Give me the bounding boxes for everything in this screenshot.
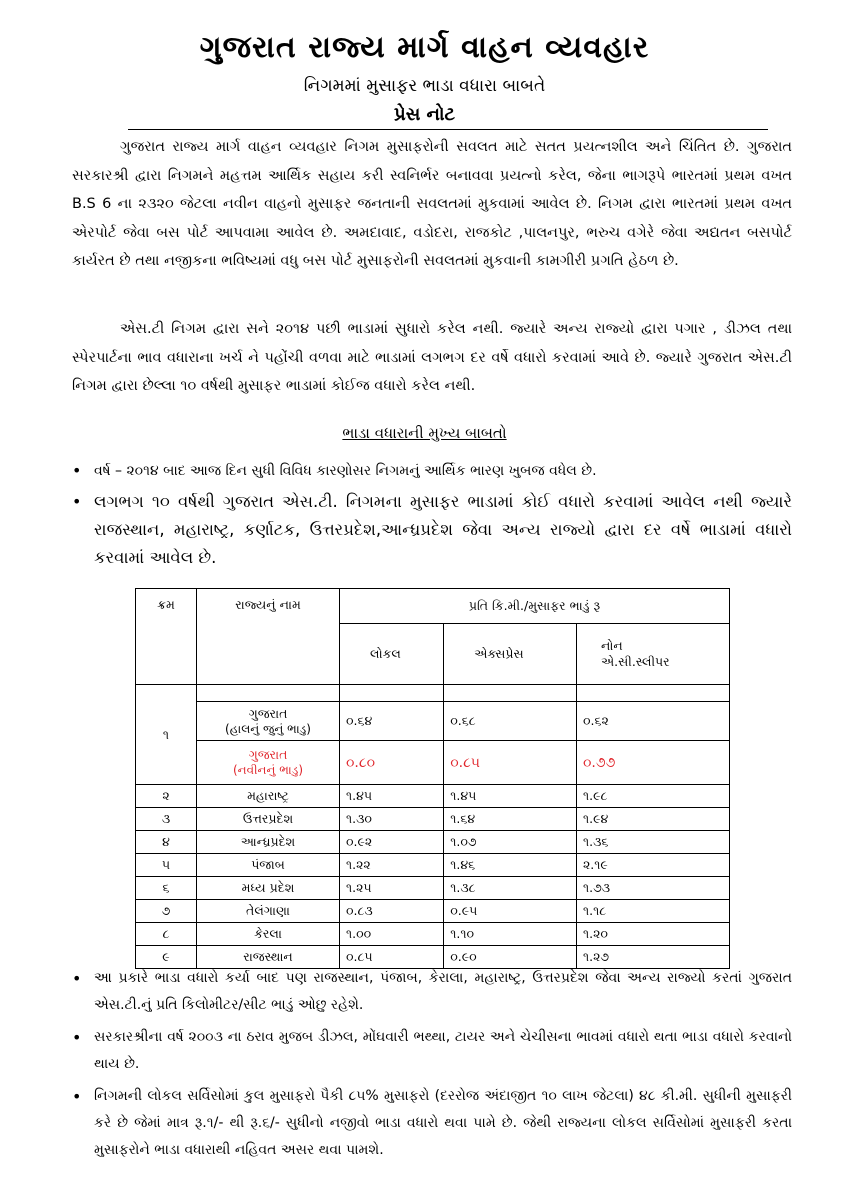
conclusion-list (72, 965, 792, 1169)
fare-comparison-table (135, 588, 730, 969)
table-cell-express: ૦.૬૮ (444, 702, 577, 741)
conclusion-point: • નિગમની લોકલ સર્વિસોમાં કુલ મુસાફરો પૈકી ૮૫% મુસાફરો (દરરોજ અંદાજીત ૧૦ લાખ જેટલા) ૪૮ કી.મી. સુધીની મુસાફરી કરે છે જેમાં માત્ર રૂ.૧/- થી રૂ.૬/- સુધીનો નજીવો ભાડા વધારો થવા પામે છે. જેથી રાજ્યના લોકલ સર્વિસોમાં મુસાફરી કરતા મુસાફરોને ભાડા વધારાથી નહિવત અસર થવા પામશે. (72, 1083, 792, 1164)
document-subtitle: નિગમમાં મુસાફર ભાડા વધારા બાબતે (303, 76, 546, 96)
table-cell-local: ૦.૬૪ (340, 702, 444, 741)
col-header-fare-group: પ્રતિ કિ.મી./મુસાફર ભાડું રૂ (340, 589, 730, 624)
table-cell-non-ac: ૦.૬૨ (576, 702, 729, 741)
key-points-list (72, 458, 792, 572)
table-cell-state: ગુજરાત (હાલનું જુનું ભાડુ) (197, 702, 340, 741)
title-divider (128, 129, 768, 130)
col-header-local: લોકલ (340, 624, 444, 685)
col-header-express: એક્સપ્રેસ (444, 624, 577, 685)
document-title: ગુજરાત રાજ્ય માર્ગ વાહન વ્યવહાર (199, 30, 650, 65)
intro-paragraph: ગુજરાત રાજ્ય માર્ગ વાહન વ્યવહાર નિગમ મુસાફરોની સવલત માટે સતત પ્રયત્નશીલ અને ચિંતિત છે. ગુજરાત સરકારશ્રી દ્વારા નિગમને મહત્તમ આર્થિક સહાય કરી સ્વનિર્ભર બનાવવા પ્રયત્નો કરેલ, જેના ભાગરૂપે ભારતમાં પ્રથમ વખત B.S 6 ના ૨૩૨૦ જેટલા નવીન વાહનો મુસાફર જનતાની સવલતમાં મુકવામાં આવેલ છે. નિગમ દ્વારા ભારતમાં પ્રથમ વખત એરપોર્ટ જેવા બસ પોર્ટ આપવામા આવેલ છે. અમદાવાદ, વડોદરા, રાજકોટ ,પાલનપુર, ભરુચ વગેરે જેવા અદ્યતન બસપોર્ટ કાર્યરત છે તથા નજીકના ભવિષ્યમાં વધુ બસ પોર્ટ મુસાફરોની સવલતમાં મુકવાની કામગીરી પ્રગતિ હેઠળ છે. (72, 139, 793, 269)
key-point: • વર્ષ – ૨૦૧૪ બાદ આજ દિન સુધી વિવિધ કારણોસર નિગમનું આર્થિક ભારણ ખુબજ વધેલ છે. (72, 458, 792, 484)
table-row: ૩ ઉત્તરપ્રદેશ ૧.૩૦ ૧.૬૪ ૧.૯૪ (136, 808, 730, 831)
table-cell-state: ગુજરાત (નવીનનું ભાડુ) (197, 741, 340, 785)
conclusion-point: • આ પ્રકારે ભાડા વધારો કર્યા બાદ પણ રાજસ્થાન, પંજાબ, કેરાલા, મહારાષ્ટ્ર, ઉત્તરપ્રદેશ જેવા અન્ય રાજ્યો કરતાં ગુજરાત એસ.ટી.નું પ્રતિ કિલોમીટર/સીટ ભાડું ઓછુ રહેશે. (72, 965, 792, 1019)
table-cell-local: ૦.૮૦ (340, 741, 444, 785)
col-header-non-ac (576, 624, 729, 685)
table-cell-sr: ૧ (136, 685, 197, 785)
conclusion-point: • સરકારશ્રીના વર્ષ ૨૦૦૩ ના ઠરાવ મુજબ ડીઝલ, મોંઘવારી ભથ્થા, ટાયર અને ચેચીસના ભાવમાં વધારો થતા ભાડા વધારો કરવાનો થાય છે. (72, 1024, 792, 1078)
table-row: ૫ પંજાબ ૧.૨૨ ૧.૪૬ ૨.૧૯ (136, 854, 730, 877)
table-row: ૬ મધ્ય પ્રદેશ ૧.૨૫ ૧.૩૮ ૧.૭૩ (136, 877, 730, 900)
col-header-non-ac-line2: એ.સી.સ્લીપર (600, 654, 670, 669)
section-heading: ભાડા વધારાની મુખ્ય બાબતો (342, 424, 507, 442)
table-row-gujarat-new (136, 741, 730, 785)
table-spacer-row (136, 685, 730, 702)
table-row: ૪ આન્ધ્રપ્રદેશ ૦.૯૨ ૧.૦૭ ૧.૩૬ (136, 831, 730, 854)
table-row: ૯ રાજસ્થાન ૦.૮૫ ૦.૯૦ ૧.૨૭ (136, 946, 730, 969)
table-row: ૭ તેલંગાણા ૦.૮૩ ૦.૯૫ ૧.૧૮ (136, 900, 730, 923)
table-header-row (136, 589, 730, 624)
key-point: • લગભગ ૧૦ વર્ષથી ગુજરાત એસ.ટી. નિગમના મુસાફર ભાડામાં કોઈ વધારો કરવામાં આવેલ નથી જ્યારે રાજસ્થાન, મહારાષ્ટ્ર, કર્ણાટક, ઉત્તરપ્રદેશ,આન્ધ્રપ્રદેશ જેવા અન્ય રાજ્યો દ્વારા દર વર્ષે ભાડામાં વધારો કરવામાં આવેલ છે. (72, 488, 792, 572)
col-header-non-ac-line1: નોન (600, 638, 623, 653)
table-row: ૨ મહારાષ્ટ્ર ૧.૪૫ ૧.૪૫ ૧.૯૮ (136, 785, 730, 808)
table-row: ૮ કેરલા ૧.૦૦ ૧.૧૦ ૧.૨૦ (136, 923, 730, 946)
press-note-label: પ્રેસ નોટ (394, 104, 455, 125)
table-cell-non-ac: ૦.૭૭ (576, 741, 729, 785)
col-header-sr: ક્રમ (136, 589, 197, 685)
table-row-gujarat-old (136, 702, 730, 741)
table-cell-express: ૦.૮૫ (444, 741, 577, 785)
fare-history-paragraph: એસ.ટી નિગમ દ્વારા સને ૨૦૧૪ પછી ભાડામાં સુધારો કરેલ નથી. જ્યારે અન્ય રાજ્યો દ્વારા પગાર , ડીઝલ તથા સ્પેરપાર્ટના ભાવ વધારાના ખર્ચ ને પહોંચી વળવા માટે ભાડામાં લગભગ દર વર્ષે વધારો કરવામાં આવે છે. જ્યારે ગુજરાત એસ.ટી નિગમ દ્વારા છેલ્લા ૧૦ વર્ષથી મુસાફર ભાડામાં કોઈજ વધારો કરેલ નથી. (72, 321, 792, 394)
col-header-state: રાજ્યનું નામ (197, 589, 340, 685)
